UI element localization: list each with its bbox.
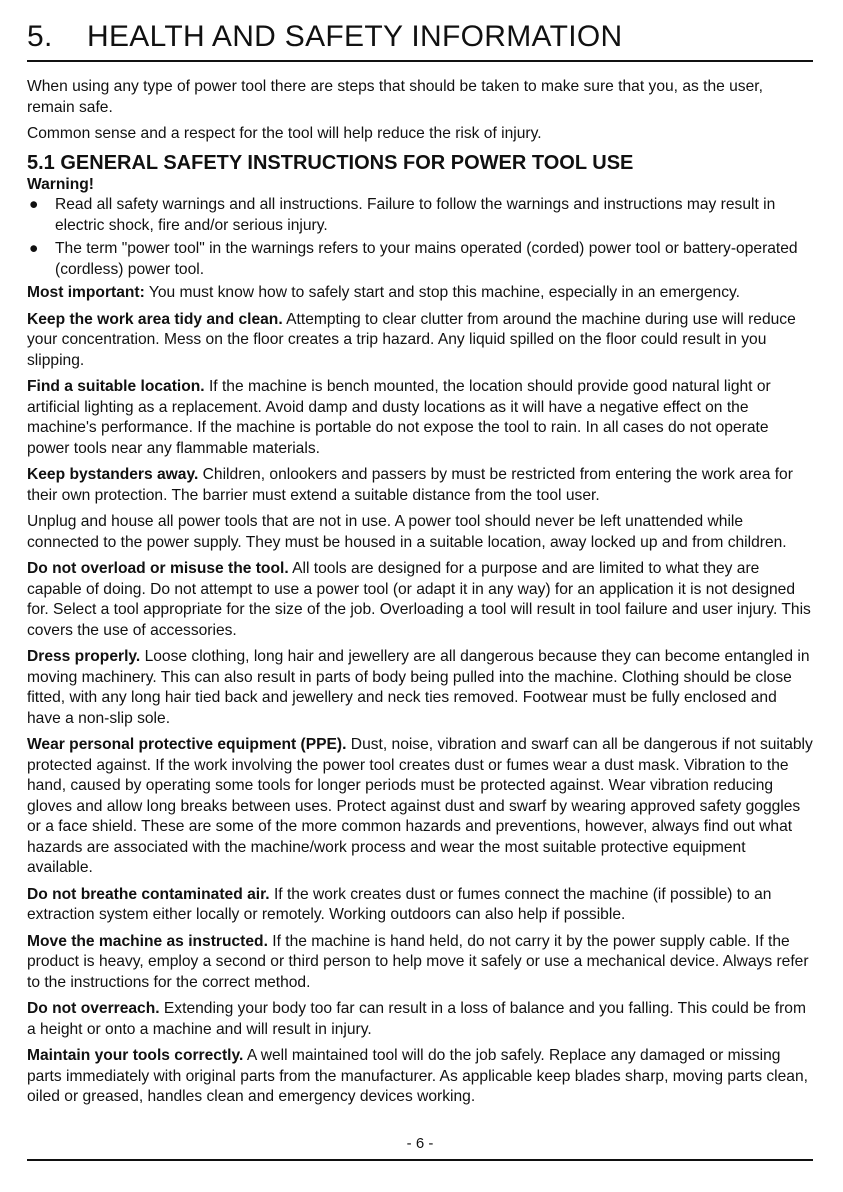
rule-text: All tools are designed for a purpose and are limited to what they are capable of doing. Do not attempt to use a power tool (or adapt it in any way) for an application it is not designed for. Select a tool appropriate for the size of the job. Overloading a tool will result in tool failure and user injury. This covers the use of accessories. <box>27 560 811 639</box>
section-title: HEALTH AND SAFETY INFORMATION <box>87 20 623 53</box>
rule-lead: Dress properly. <box>27 648 141 665</box>
rule-text: If the work creates dust or fumes connect the machine (if possible) to an extraction system either locally or remotely. Working outdoors can also help if possible. <box>27 885 772 923</box>
rule-lead: Do not breathe contaminated air. <box>27 885 270 903</box>
safety-rule <box>27 465 813 506</box>
rule-lead: Move the machine as instructed. <box>27 932 268 950</box>
rule-text: You must know how to safely start and stop this machine, especially in an emergency. <box>144 284 741 301</box>
safety-rule <box>27 999 813 1040</box>
rule-lead: Do not overload or misuse the tool. <box>27 560 289 577</box>
bullet-icon: ● <box>29 196 39 213</box>
rule-lead: Most important: <box>27 284 145 301</box>
safety-rule <box>27 647 813 729</box>
rule-text: Unplug and house all power tools that are not in use. A power tool should never be left unattended while connected to the power supply. They must be housed in a suitable location, away locked up and from children. <box>27 513 787 551</box>
rule-text: Children, onlookers and passers by must be restricted from entering the work area for their own protection. The barrier must extend a suitable distance from the tool user. <box>27 466 793 504</box>
content <box>27 77 813 1114</box>
bullet-icon: ● <box>29 240 39 257</box>
safety-rule <box>27 885 813 926</box>
intro-paragraph: Common sense and a respect for the tool will help reduce the risk of injury. <box>27 125 542 142</box>
page-title <box>27 20 622 54</box>
list-item-text: The term "power tool" in the warnings refers to your mains operated (corded) power tool or battery-operated (cordless) power tool. <box>55 240 798 278</box>
rule-text: If the machine is hand held, do not carry it by the power supply cable. If the product is heavy, employ a second or third person to help move it safely or use a mechanical device. Always refer to the instructions for the correct method. <box>27 932 809 991</box>
rule-text: Dust, noise, vibration and swarf can all be dangerous if not suitably protected against. If the work involving the power tool creates dust or fumes wear a dust mask. Vibration to the hand, caused by operating some tools for longer periods must be protected against. Wear vibration reducing gloves and allow long breaks between uses. Protect against dust and swarf by wearing approved safety goggles or a face shield. These are some of the more common hazards and preventions, however, always find out what hazards are associated with the machine/work process and wear the most suitable protective equipment available. <box>27 736 813 876</box>
safety-rule <box>27 1046 813 1108</box>
safety-rule <box>27 932 813 994</box>
rule-lead: Wear personal protective equipment (PPE). <box>27 736 347 753</box>
intro-paragraph: When using any type of power tool there are steps that should be taken to make sure that you, as the user, remain safe. <box>27 78 763 116</box>
rule-lead: Keep bystanders away. <box>27 466 199 483</box>
safety-rule <box>27 512 813 553</box>
rule-lead: Do not overreach. <box>27 1000 160 1017</box>
rule-text: Loose clothing, long hair and jewellery are all dangerous because they can become entangled in moving machinery. This can also result in parts of body being pulled into the machine. Clothing should be close fitted, with any long hair tied back and jewellery and neck ties removed. Footwear must be fully enclosed and have a non-slip sole. <box>27 648 810 727</box>
rule-text: Attempting to clear clutter from around the machine during use will reduce your concentration. Mess on the floor creates a trip hazard. Any liquid spilled on the floor could result in you slipping. <box>27 310 796 369</box>
list-item <box>27 239 813 280</box>
rule-text: A well maintained tool will do the job safely. Replace any damaged or missing parts immediately with original parts from the manufacturer. As applicable keep blades sharp, moving parts clean, oiled or greased, handles clean and emergency devices working. <box>27 1047 808 1105</box>
page-number: - 6 - <box>406 1135 434 1152</box>
rule-lead: Keep the work area tidy and clean. <box>27 310 283 328</box>
list-item-text: Read all safety warnings and all instructions. Failure to follow the warnings and instructions may result in electric shock, fire and/or serious injury. <box>55 196 776 234</box>
safety-rule <box>27 559 813 641</box>
section-number: 5. <box>27 20 53 53</box>
subsection-heading: 5.1 GENERAL SAFETY INSTRUCTIONS FOR POWER TOOL USE <box>27 151 634 174</box>
warning-list <box>27 195 813 280</box>
header-divider <box>27 60 813 62</box>
rule-lead: Maintain your tools correctly. <box>27 1047 244 1064</box>
rule-text: If the machine is bench mounted, the location should provide good natural light or artificial lighting as a replacement. Avoid damp and dusty locations as it will have a negative effect on the machine's performance. If the machine is portable do not expose the tool to rain. In all cases do not operate power tools near any flammable materials. <box>27 378 771 457</box>
safety-rule <box>27 283 813 304</box>
safety-rule <box>27 735 813 879</box>
warning-label: Warning! <box>27 175 94 193</box>
safety-rule <box>27 310 813 372</box>
list-item <box>27 195 813 236</box>
rule-text: Extending your body too far can result in a loss of balance and you falling. This could be from a height or onto a machine and will result in injury. <box>27 1000 806 1038</box>
footer-divider <box>27 1159 813 1161</box>
rule-lead: Find a suitable location. <box>27 378 205 395</box>
safety-rule <box>27 377 813 459</box>
